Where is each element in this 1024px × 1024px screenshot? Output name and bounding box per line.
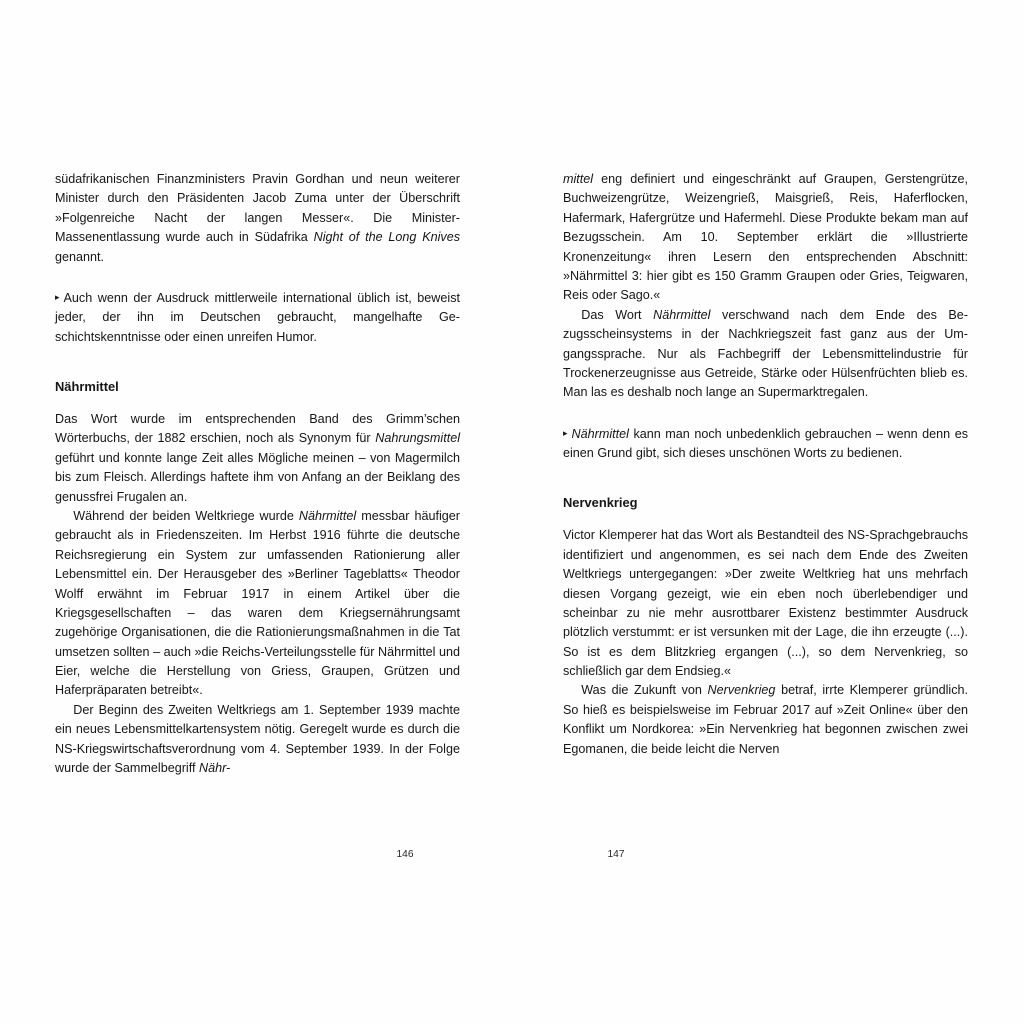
section-heading: Nervenkrieg xyxy=(563,495,638,511)
body-paragraph: Das Wort wurde im entsprechenden Band des Grimm’schen Wörterbuchs, der 1882 erschien, noch als Synonym für Nahrungsmittel geführt und konnte lange Zeit alles Mögliche meinen – von Magermilch bis zum Fleisch. Allerdings haftete ihm von Anfang an der Beiklang des genussfrei Frugalen an. xyxy=(55,412,460,504)
bullet-paragraph: ▸ Auch wenn der Ausdruck mittlerweile international üblich ist, beweist jeder, der ihn im Deutschen gebraucht, mangelhafte Geschichtskenntnisse oder einen unreifen Humor. xyxy=(55,290,460,344)
italic-run: Nährmittel xyxy=(298,508,357,523)
bullet-marker-icon: ▸ xyxy=(563,428,568,439)
page-number-left: 146 xyxy=(396,849,414,860)
italic-run: Nähr- xyxy=(198,761,231,776)
body-paragraph: Während der beiden Weltkriege wurde Nährmittel messbar häufiger gebraucht als in Friedenszeiten. Im Herbst 1916 führte die deutsche Reichsregierung ein System zur umfassenden Rationierung aller Lebensmittel ein. Der Herausgeber des »Berliner Tageblatts« Theodor Wolff erwähnt im Februar 1917 in einem Artikel über die Kriegsgesellschaften – das waren dem Kriegsernährungsamt zugehörige Organisationen, die die Rationierungsmaßnahmen in die Tat umsetzen sollten – auch »die Reichs-Verteilungsstelle für Nährmittel und Eier, welche die Herstellung von Griess, Graupen, Grützen und Haferpräparaten betreibt«. xyxy=(55,508,460,698)
bullet-paragraph: ▸ Nährmittel kann man noch unbedenklich gebrauchen – wenn denn es einen Grund gibt, sich dieses unschönen Worts zu bedienen. xyxy=(563,426,968,461)
italic-run: Night of the Long Knives xyxy=(313,230,460,245)
section-heading: Nährmittel xyxy=(55,379,119,395)
body-paragraph: Victor Klemperer hat das Wort als Bestandteil des NS-Sprachgebrauchs identifiziert und angenommen, es sei nach dem Ende des Zweiten Weltkriegs untergegangen: »Der zweite Weltkrieg hat uns mehrfach diesen Vorgang gezeigt, wie ein eben noch überlebendiger und scheinbar zu nie mehr ausrottbarer Existenz bestimmter Ausdruck plötzlich verstummt: er ist versunken mit der Lage, die ihn erzeugte (...). So ist es dem Blitzkrieg ergangen (...), so dem Nervenkrieg, so schließlich gar dem Endsieg.« xyxy=(563,528,968,679)
italic-run: Nahrungsmittel xyxy=(375,431,460,446)
body-paragraph: Was die Zukunft von Nervenkrieg betraf, irrte Klemperer gründlich. So hieß es beispielsweise im Februar 2017 auf »Zeit Online« über den Konflikt um Nordkorea: »Ein Nervenkrieg hat begonnen zwischen zwei Egomanen, die beide leicht die Nerven xyxy=(563,683,968,756)
italic-run: Nährmittel xyxy=(653,307,711,322)
body-paragraph: mittel eng definiert und eingeschränkt auf Graupen, Gerstengrütze, Buchweizengrütze, Weizengrieß, Maisgrieß, Reis, Haferflocken, Hafermark, Hafergrütze und Hafermehl. Diese Produkte bekam man auf Bezugsschein. Am 10. September erklärt die »Illustrierte Kronenzeitung« ihren Lesern den entsprechenden Abschnitt: »Nährmittel 3: hier gibt es 150 Gramm Graupen oder Gries, Teigwaren, Reis oder Sago.« xyxy=(563,172,968,303)
italic-run: Nervenkrieg xyxy=(707,683,776,698)
italic-run: mittel xyxy=(563,172,594,186)
text-column-left xyxy=(55,170,460,778)
body-paragraph: südafrikanischen Finanzministers Pravin Gordhan und neun weiterer Minister durch den Präsidenten Jacob Zuma unter der Überschrift »Folgenreiche Nacht der langen Messer«. Die Minister-Massenentlassung wurde auch in Südafrika Night of the Long Knives genannt. xyxy=(55,172,460,264)
bullet-marker-icon: ▸ xyxy=(55,292,60,303)
italic-run: Nährmittel xyxy=(571,426,629,441)
page-right xyxy=(563,170,968,759)
page-left xyxy=(55,170,460,778)
body-paragraph: Das Wort Nährmittel verschwand nach dem Ende des Bezugsscheinsystems in der Nachkriegszeit fast ganz aus der Umgangssprache. Nur als Fachbegriff der Lebensmittelindustrie für Trockenerzeugnisse aus Getreide, Stärke oder Hülsenfrüchten blieb es. Man las es deshalb noch lange an Supermarktregalen. xyxy=(563,307,969,400)
page-number-right: 147 xyxy=(607,849,625,860)
text-column-right xyxy=(563,170,968,759)
body-paragraph: Der Beginn des Zweiten Weltkriegs am 1. September 1939 machte ein neues Lebensmittelkartensystem nötig. Geregelt wurde es durch die NS-Kriegswirtschaftsverordnung vom 4. September 1939. In der Folge wurde der Sammelbegriff Nähr- xyxy=(55,702,460,776)
